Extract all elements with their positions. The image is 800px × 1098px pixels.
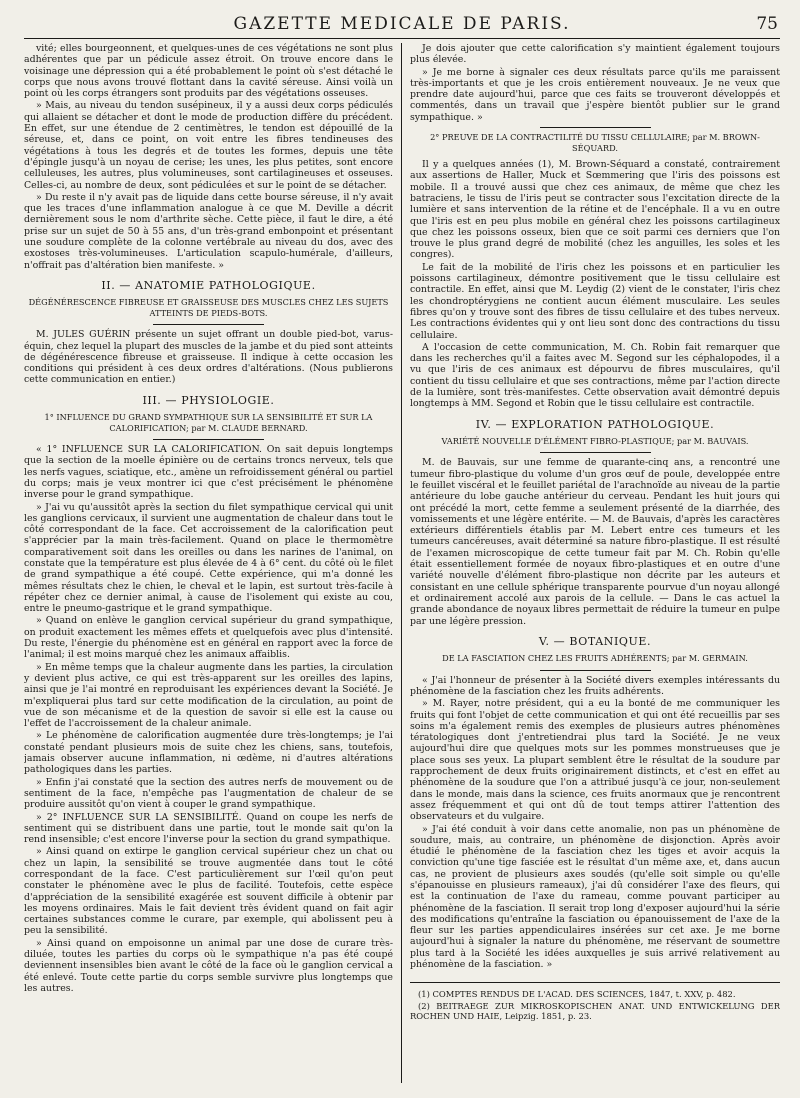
divider xyxy=(153,324,264,325)
section-heading: IV. — EXPLORATION PATHOLOGIQUE. xyxy=(475,417,715,431)
divider xyxy=(153,439,264,440)
divider xyxy=(540,127,651,128)
right-column xyxy=(402,43,780,1083)
article-subheading: VARIÉTÉ NOUVELLE D'ÉLÉMENT FIBRO-PLASTIQUE; par M. BAUVAIS. xyxy=(441,435,749,446)
article-subheading: DÉGÉNÉRESCENCE FIBREUSE ET GRAISSEUSE DES MUSCLES CHEZ LES SUJETS ATTEINTS DE PIEDS-BOTS. xyxy=(28,297,389,318)
page-number: 75 xyxy=(756,14,778,34)
left-column xyxy=(24,43,402,1083)
paragraph: « J'ai l'honneur de présenter à la Société divers exemples intéressants du phénomène de la fasciation chez les fruits adhérents. xyxy=(410,674,780,697)
page-header xyxy=(24,12,780,39)
paragraph: » En même temps que la chaleur augmente dans les parties, la circulation y devient plus active, ce qui est très-apparent sur les oreilles des lapins, ainsi que je l'ai montré en reproduisant les expériences devant la Société. Je m'expliquerai plus tard sur cette modification de la circulation, au point de vue de son mécanisme et de la question de savoir si elle est la cause ou l'effet de l'accroissement de la chaleur animale. xyxy=(24,661,393,730)
paragraph: » Quand on enlève le ganglion cervical supérieur du grand sympathique, on produit exactement les mêmes effets et quelquefois avec plus d'intensité. Du reste, l'énergie du phénomène est en général en rapport avec la force de l'animal; il est moins marqué chez les animaux affaiblis. xyxy=(24,615,393,661)
paragraph: vité; elles bourgeonnent, et quelques-unes de ces végétations ne sont plus adhérentes que par un pédicule assez étroit. On trouve encore dans le voisinage une dépression qui a été probablement le point où s'est détaché le corps que nous avons trouvé flottant dans la cavité séreuse. Ainsi voilà un point où les corps étrangers sont produits par des végétations osseuses. xyxy=(24,43,393,100)
text-columns xyxy=(24,43,780,1083)
divider xyxy=(540,670,651,671)
article-subheading: 1° INFLUENCE DU GRAND SYMPATHIQUE SUR LA SENSIBILITÉ ET SUR LA CALORIFICATION; par M. CLAUDE BERNARD. xyxy=(44,412,373,433)
paragraph: Je dois ajouter que cette calorification s'y maintient également toujours plus élevée. xyxy=(410,43,780,66)
paragraph: Le fait de la mobilité de l'iris chez les poissons et en particulier les poissons cartilagineux, démontre positivement que le tissu cellulaire est contractile. En effet, ainsi que M. Leydig (2) vient de le constater, l'iris chez les chondroptérygiens ne contient aucun élément musculaire. Les seules fibres qu'on y trouve sont des fibres de tissu cellulaire et des tubes nerveux. Les contractions évidentes qui y ont lieu sont donc des contractions du tissu cellulaire. xyxy=(410,261,780,341)
footnote: (2) BEITRAEGE ZUR MIKROSKOPISCHEN ANAT. UND ENTWICKELUNG DER ROCHEN UND HAIE, Leipzig. 1851, p. 23. xyxy=(410,1000,780,1022)
paragraph: » J'ai été conduit à voir dans cette anomalie, non pas un phénomène de soudure, mais, au contraire, un phénomène de disjonction. Après avoir étudié le phénomène de la fasciation chez les tiges et avoir acquis la conviction qu'une tige fasciée est le résultat d'un même axe, et, dans aucun cas, ne provient de plusieurs axes soudés (qu'elle soit simple ou qu'elle s'épanouisse en plusieurs rameaux), j'ai dû considérer l'axe des fleurs, qui est la continuation de l'axe du rameau, comme pouvant participer au phénomène de la fasciation. Il serait trop long d'exposer aujourd'hui la série des modifications qu'entraîne la fasciation ou épanouissement de l'axe de la fleur sur les parties appendiculaires insérées sur cet axe. Je me borne aujourd'hui à signaler la nature du phénomène, me réservant de soumettre plus tard à la Société les idées auxquelles je suis arrivé relativement au phénomène de la fasciation. » xyxy=(410,823,780,971)
footnotes xyxy=(410,982,780,1021)
paragraph: « 1° INFLUENCE SUR LA CALORIFICATION. On sait depuis longtemps que la section de la moelle épinière ou de certains troncs nerveux, tels que les nerfs vagues, sciatique, etc., amène un refroidissement général ou partiel du corps; mais je veux montrer ici que c'est précisément le phénomène inverse pour le grand sympathique. xyxy=(24,444,393,501)
paragraph: » J'ai vu qu'aussitôt après la section du filet sympathique cervical qui unit les ganglions cervicaux, il survient une augmentation de chaleur dans tout le côté correspondant de la face. Cet accroissement de la calorification peut s'apprécier par la main très-facilement. Quand on place le thermomètre comparativement soit dans les oreilles ou dans les narines de l'animal, on constate que la température est plus élevée de 4 à 6° cent. du côté où le filet de grand sympathique a été coupé. Cette expérience, qui m'a donné les mêmes résultats chez le chien, le cheval et le lapin, est surtout très-facile à répéter chez ce dernier animal, à cause de l'isolement qui existe au cou, entre le pneumo-gastrique et le grand sympathique. xyxy=(24,501,393,615)
paragraph: » Ainsi quand on extirpe le ganglion cervical supérieur chez un chat ou chez un lapin, la sensibilité se trouve augmentée dans tout le côté correspondant de la face. C'est particulièrement sur l'œil qu'on peut constater le phénomène avec le plus de facilité. Toutefois, cette espèce d'appréciation de la sensibilité exagérée est souvent difficile à obtenir par les moyens ordinaires. Mais le fait devient très évident quand on fait agir certaines substances comme le curare, par exemple, qui abolissent peu à peu la sensibilité. xyxy=(24,846,393,937)
paragraph: A l'occasion de cette communication, M. Ch. Robin fait remarquer que dans les recherches qu'il a faites avec M. Segond sur les céphalopodes, il a vu que l'iris de ces animaux est dépourvu de fibres musculaires, qu'il contient du tissu cellulaire et que ses contractions, même par l'action directe de la lumière, sont très-manifestes. Cette observation avait démontré depuis longtemps à MM. Segond et Robin que le tissu cellulaire est contractile. xyxy=(410,341,780,410)
paragraph: » M. Rayer, notre président, qui a eu la bonté de me communiquer les fruits qui font l'objet de cette communication et qui ont été recueillis par ses soins m'a également remis des exemples de plusieurs autres phénomènes tératologiques dont j'entretiendrai plus tard la Société. Je ne veux aujourd'hui dire que quelques mots sur les pommes monstrueuses que je place sous ses yeux. La plupart semblent être le résultat de la soudure par rapprochement de deux fruits originairement distincts, et c'est en effet au phénomène de la soudure que l'on a attribué jusqu'à ce jour, non-seulement dans le monde, mais dans la science, ces fruits anormaux que je rencontrent assez fréquemment et qui ont dû de tout temps attirer l'attention des observateurs et du vulgaire. xyxy=(410,698,780,823)
paragraph: » Je me borne à signaler ces deux résultats parce qu'ils me paraissent très-importants et que je les crois entièrement nouveaux. Je ne veux que prendre date aujourd'hui, parce que ces faits se trouveront développés et commentés, dans un travail que j'espère bientôt publier sur le grand sympathique. » xyxy=(410,66,780,123)
paragraph: » 2° INFLUENCE SUR LA SENSIBILITÉ. Quand on coupe les nerfs de sentiment qui se distribuent dans une partie, tout le monde sait qu'on la rend insensible; c'est encore l'inverse pour la section du grand sympathique. xyxy=(24,811,393,846)
divider xyxy=(540,452,651,453)
paragraph: » Ainsi quand on empoisonne un animal par une dose de curare très-diluée, toutes les parties du corps où le sympathique n'a pas été coupé deviennent insensibles bien avant le côté de la face où le ganglion cervical a été enlevé. Toute cette partie du corps semble survivre plus longtemps que les autres. xyxy=(24,937,393,994)
paragraph: » Du reste il n'y avait pas de liquide dans cette bourse séreuse, il n'y avait que les traces d'une inflammation analogue à ce que M. Deville a décrit dernièrement sous le nom d'arthrite sèche. Cette pièce, il faut le dire, a été prise sur un sujet de 50 à 55 ans, d'un très-grand embonpoint et présentant une soudure complète de la colonne vertébrale au niveau du dos, avec des exostoses très-volumineuses. L'articulation scapulo-humérale, d'ailleurs, n'offrait pas d'altération bien manifeste. » xyxy=(24,191,393,271)
paragraph: » Enfin j'ai constaté que la section des autres nerfs de mouvement ou de sentiment de la face, n'empêche pas l'augmentation de chaleur de se produire aussitôt qu'on vient à couper le grand sympathique. xyxy=(24,776,393,811)
section-heading: V. — BOTANIQUE. xyxy=(538,634,652,648)
journal-title: GAZETTE MEDICALE DE PARIS. xyxy=(233,14,571,34)
footnote: (1) COMPTES RENDUS DE L'ACAD. DES SCIENCES, 1847, t. XXV, p. 482. xyxy=(418,989,736,1000)
article-subheading: 2° PREUVE DE LA CONTRACTILITÉ DU TISSU CELLULAIRE; par M. BROWN-SÉQUARD. xyxy=(430,132,760,153)
paragraph: » Le phénomène de calorification augmentée dure très-longtemps; je l'ai constaté pendant plusieurs mois de suite chez les chiens, sans, toutefois, jamais observer aucune inflammation, ni œdème, ni d'autres altérations pathologiques dans les parties. xyxy=(24,730,393,776)
paragraph: M. de Bauvais, sur une femme de quarante-cinq ans, a rencontré une tumeur fibro-plastique du volume d'un gros œuf de poule, developpée entre le feuillet viscéral et le feuillet pariétal de l'arachnoïde au niveau de la partie antérieure du lobe gauche antérieur du cerveau. Pendant les huit jours qui ont précédé la mort, cette femme a seulement présenté de la diarrhée, des vomissements et une légère entérite. — M. de Bauvais, d'après les caractères extérieurs différentiels établis par M. Lebert entre ces tumeurs et les tumeurs cancéreuses, avait déterminé sa nature fibro-plastique. Il est résulté de l'examen microscopique de cette tumeur fait par M. Ch. Robin qu'elle était essentiellement formée de noyaux fibro-plastiques et en outre d'une variété nouvelle d'élément fibro-plastique non décrite par les auteurs et consistant en une cellule sphérique transparente pourvue d'un noyau allongé et ordinairement accolé aux parois de la cellule. — Dans le cas actuel la grande abondance de noyaux libres permettait de réduire la tumeur en pulpe par une légère pression. xyxy=(410,457,780,627)
paragraph: » Mais, au niveau du tendon susépineux, il y a aussi deux corps pédiculés qui allaient se détacher et dont le mode de production diffère du précédent. En effet, sur une étendue de 2 centimètres, le tendon est dépouillé de la séreuse, et, dans ce point, on voit entre les fibres tendineuses des végétations à tous les degrés et de toutes les formes, depuis une tête d'épingle jusqu'à un noyau de cerise; les unes, les plus petites, sont encore celluleuses, les autres, plus volumineuses, sont cartilagineuses et osseuses. Celles-ci, au nombre de deux, sont pédiculées et sur le point de se détacher. xyxy=(24,100,393,191)
paragraph: M. JULES GUÉRIN présente un sujet offrant un double pied-bot, varus-équin, chez lequel la plupart des muscles de la jambe et du pied sont atteints de dégénérescence fibreuse et graisseuse. Il indique à cette occasion les conditions qui président à ces deux ordres d'altérations. (Nous publierons cette communication en entier.) xyxy=(24,329,393,386)
section-heading: II. — ANATOMIE PATHOLOGIQUE. xyxy=(101,278,316,292)
section-heading: III. — PHYSIOLOGIE. xyxy=(142,393,275,407)
article-subheading: DE LA FASCIATION CHEZ LES FRUITS ADHÉRENTS; par M. GERMAIN. xyxy=(442,653,748,664)
paragraph: Il y a quelques années (1), M. Brown-Séquard a constaté, contrairement aux assertions de Haller, Muck et Sœmmering que l'iris des poissons est mobile. Il a trouvé aussi que chez ces animaux, de même que chez les batraciens, le tissu de l'iris peut se contracter sous l'excitation directe de la lumière et sans intervention de la rétine et de l'encéphale. Il a vu en outre que l'iris est en peu plus mobile en général chez les poissons cartilagineux que chez les poissons osseux, bien que ce soit parmi ces derniers que l'on trouve le plus grand degré de mobilité (chez les anguilles, les soles et les congres). xyxy=(410,159,780,261)
